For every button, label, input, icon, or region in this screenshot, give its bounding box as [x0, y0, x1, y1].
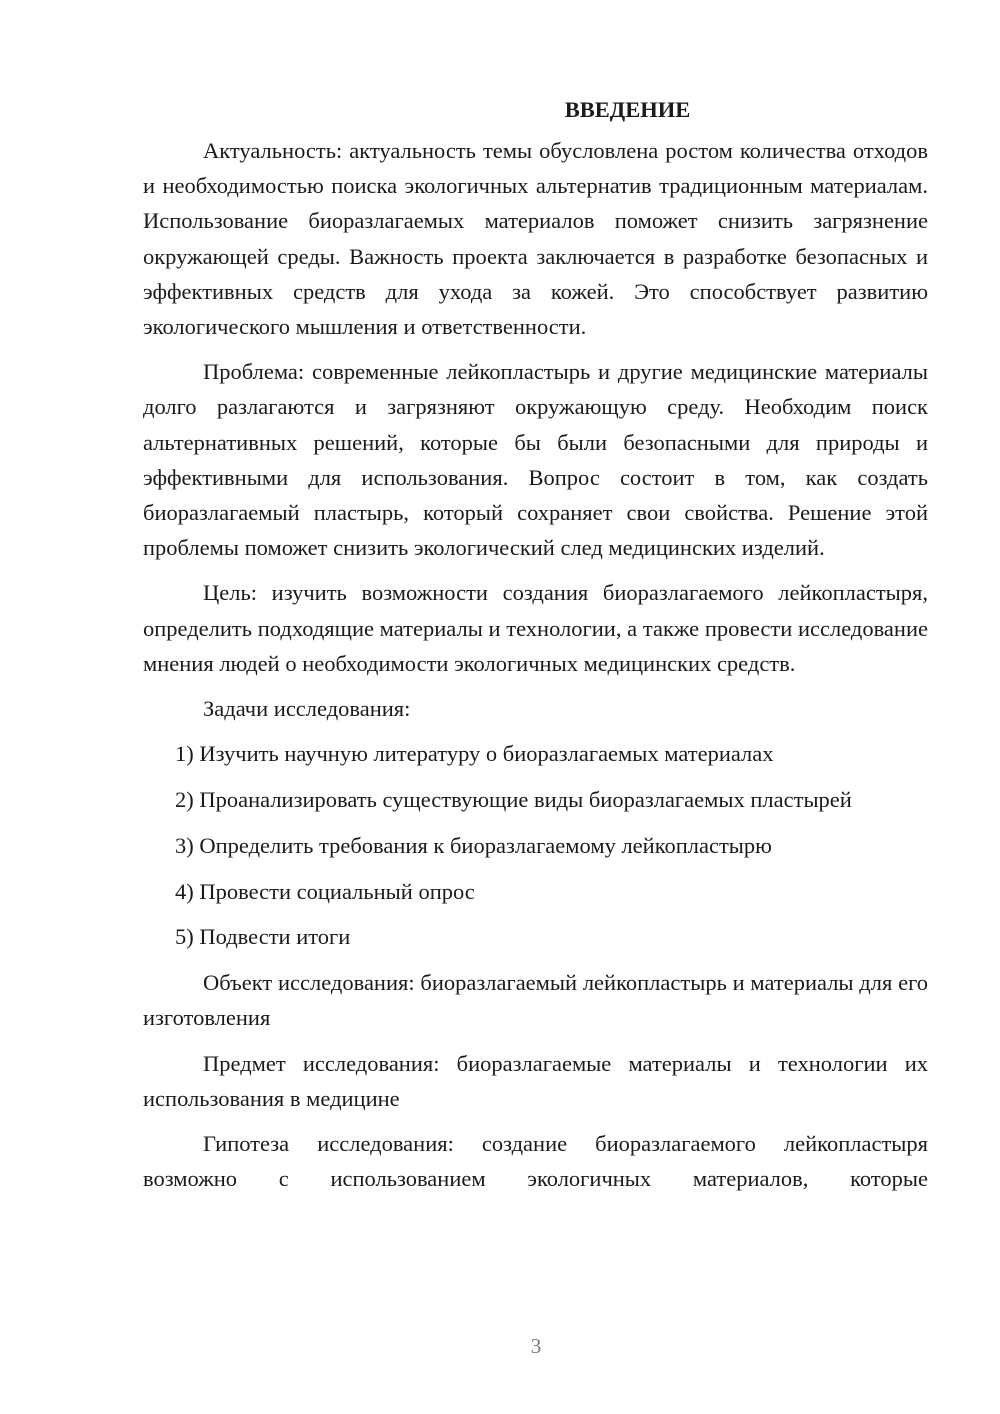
- tasks-heading: Задачи исследования:: [203, 696, 411, 722]
- tasks-list: [143, 736, 928, 954]
- document-page: [143, 92, 928, 1206]
- list-item: 3) Определить требования к биоразлагаемому лейкопластырю: [175, 832, 772, 858]
- paragraph-object: Объект исследования: биоразлагаемый лейкопластырь и материалы для его изготовления: [143, 970, 928, 1031]
- paragraph-problem: Проблема: современные лейкопластырь и другие медицинские материалы долго разлагаются и загрязняют окружающую среду. Необходим поиск альтернативных решений, которые бы были безопасными для природы и эффективными для использования. Вопрос состоит в том, как создать биоразлагаемый пластырь, который сохраняет свои свойства. Решение этой проблемы поможет снизить экологический след медицинских изделий.: [143, 359, 928, 561]
- paragraph-relevance: Актуальность: актуальность темы обусловлена ростом количества отходов и необходимостью поиска экологичных альтернатив традиционным материалам. Использование биоразлагаемых материалов поможет снизить загрязнение окружающей среды. Важность проекта заключается в разработке безопасных и эффективных средств для ухода за кожей. Это способствует развитию экологического мышления и ответственности.: [143, 138, 928, 340]
- list-item: 4) Провести социальный опрос: [175, 878, 475, 904]
- list-item: 2) Проанализировать существующие виды биоразлагаемых пластырей: [175, 787, 852, 813]
- paragraph-goal: Цель: изучить возможности создания биоразлагаемого лейкопластыря, определить подходящие материалы и технологии, а также провести исследование мнения людей о необходимости экологичных медицинских средств.: [143, 580, 928, 676]
- page-number: 3: [530, 1334, 542, 1358]
- list-item: 5) Подвести итоги: [175, 924, 351, 950]
- paragraph-hypothesis: Гипотеза исследования: создание биоразлагаемого лейкопластыря возможно с использованием экологичных материалов, которые: [143, 1131, 928, 1192]
- list-item: 1) Изучить научную литературу о биоразлагаемых материалах: [175, 741, 774, 767]
- paragraph-subject: Предмет исследования: биоразлагаемые материалы и технологии их использования в медицине: [143, 1050, 928, 1111]
- page-title: [143, 92, 928, 128]
- page-title-text: ВВЕДЕНИЕ: [564, 97, 691, 122]
